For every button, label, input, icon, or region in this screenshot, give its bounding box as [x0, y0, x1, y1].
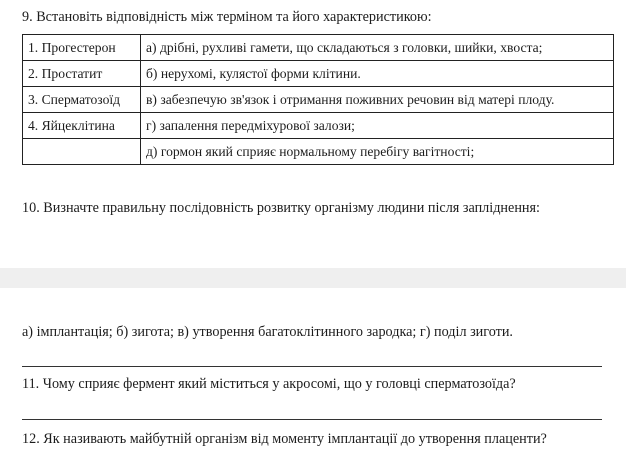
answer-line: [22, 366, 602, 367]
worksheet-page-bottom: [0, 288, 626, 467]
term-cell: 4. Яйцеклітина: [23, 113, 141, 139]
term-cell: 3. Сперматозоїд: [23, 87, 141, 113]
table-row: [23, 35, 614, 61]
matching-table: [22, 34, 614, 165]
term-cell: 1. Прогестерон: [23, 35, 141, 61]
question-10-title: 10. Визначте правильну послідовність розвитку організму людини після запліднення:: [22, 200, 540, 216]
description-cell: д) гормон який сприяє нормальному перебігу вагітності;: [141, 139, 614, 165]
question-11-title: 11. Чому сприяє фермент який міститься у акросомі, що у головці сперматозоїда?: [22, 376, 516, 392]
description-cell: г) запалення передміхурової залози;: [141, 113, 614, 139]
table-row: [23, 113, 614, 139]
term-cell: 2. Простатит: [23, 61, 141, 87]
description-cell: в) забезпечую зв'язок і отримання поживних речовин від матері плоду.: [141, 87, 614, 113]
page-separator: [0, 268, 626, 288]
description-cell: а) дрібні, рухливі гамети, що складаються з головки, шийки, хвоста;: [141, 35, 614, 61]
term-cell: [23, 139, 141, 165]
question-9-title: 9. Встановіть відповідність між терміном та його характеристикою:: [22, 9, 432, 25]
question-12-title: 12. Як називають майбутній організм від моменту імплантації до утворення плаценти?: [22, 431, 547, 447]
question-10-options: а) імплантація; б) зигота; в) утворення багатоклітинного зародка; г) поділ зиготи.: [22, 324, 513, 340]
answer-line: [22, 419, 602, 420]
description-cell: б) нерухомі, кулястої форми клітини.: [141, 61, 614, 87]
table-row: [23, 87, 614, 113]
table-row: [23, 139, 614, 165]
table-row: [23, 61, 614, 87]
